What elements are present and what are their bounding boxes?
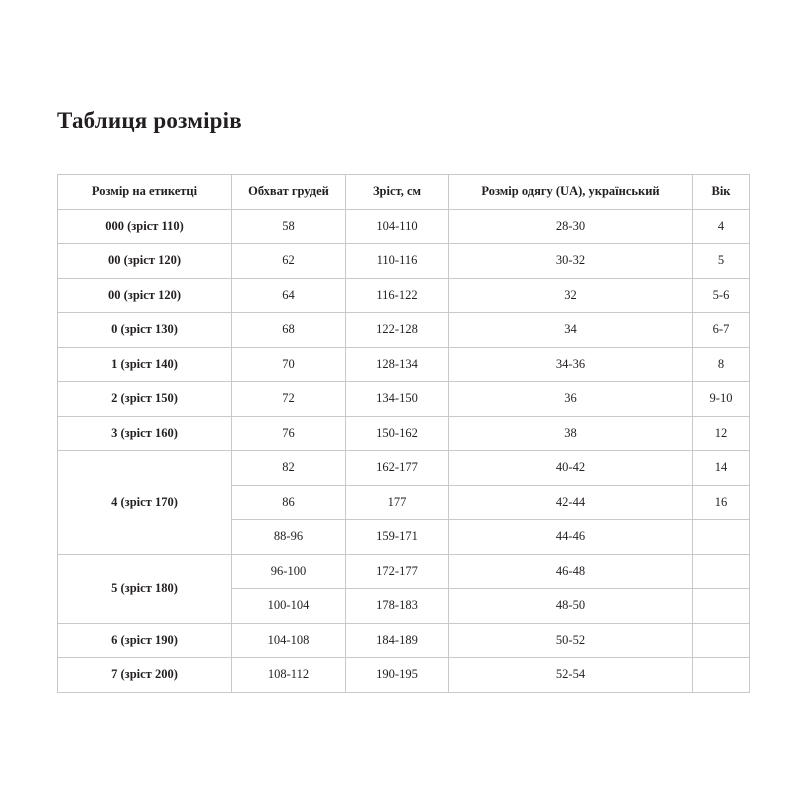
cell-age [693,589,750,624]
cell-height: 162-177 [346,451,449,486]
cell-chest: 68 [232,313,346,348]
cell-height: 177 [346,485,449,520]
table-header-row [58,175,750,210]
cell-chest: 88-96 [232,520,346,555]
cell-ua-size: 38 [449,416,693,451]
column-header-age: Вік [693,175,750,210]
size-table-container [57,174,744,693]
cell-chest: 58 [232,209,346,244]
table-row [58,244,750,279]
table-row [58,416,750,451]
cell-ua-size: 46-48 [449,554,693,589]
table-row [58,451,750,486]
table-row [58,623,750,658]
cell-height: 172-177 [346,554,449,589]
cell-ua-size: 40-42 [449,451,693,486]
cell-height: 110-116 [346,244,449,279]
cell-chest: 64 [232,278,346,313]
table-row [58,313,750,348]
cell-size-label: 1 (зріст 140) [58,347,232,382]
cell-chest: 108-112 [232,658,346,693]
cell-ua-size: 44-46 [449,520,693,555]
cell-age: 5-6 [693,278,750,313]
cell-chest: 86 [232,485,346,520]
cell-age [693,520,750,555]
column-header-ua-size: Розмір одягу (UA), український [449,175,693,210]
cell-age [693,623,750,658]
cell-ua-size: 34-36 [449,347,693,382]
column-header-height: Зріст, см [346,175,449,210]
table-body [58,209,750,692]
cell-age: 6-7 [693,313,750,348]
cell-size-label: 5 (зріст 180) [58,554,232,623]
cell-chest: 70 [232,347,346,382]
table-row [58,554,750,589]
cell-ua-size: 28-30 [449,209,693,244]
size-table [57,174,750,693]
table-row [58,347,750,382]
cell-size-label: 00 (зріст 120) [58,244,232,279]
cell-height: 190-195 [346,658,449,693]
column-header-label: Розмір на етикетці [58,175,232,210]
cell-age: 5 [693,244,750,279]
cell-ua-size: 36 [449,382,693,417]
cell-size-label: 7 (зріст 200) [58,658,232,693]
cell-chest: 100-104 [232,589,346,624]
cell-ua-size: 30-32 [449,244,693,279]
cell-height: 104-110 [346,209,449,244]
cell-height: 184-189 [346,623,449,658]
cell-chest: 96-100 [232,554,346,589]
column-header-chest: Обхват грудей [232,175,346,210]
cell-size-label: 000 (зріст 110) [58,209,232,244]
cell-age: 12 [693,416,750,451]
cell-chest: 72 [232,382,346,417]
page-title: Таблиця розмірів [57,108,242,133]
cell-height: 128-134 [346,347,449,382]
cell-height: 122-128 [346,313,449,348]
cell-age: 4 [693,209,750,244]
cell-chest: 62 [232,244,346,279]
cell-age [693,658,750,693]
cell-ua-size: 52-54 [449,658,693,693]
cell-size-label: 6 (зріст 190) [58,623,232,658]
cell-ua-size: 34 [449,313,693,348]
table-row [58,658,750,693]
cell-size-label: 0 (зріст 130) [58,313,232,348]
cell-chest: 76 [232,416,346,451]
table-row [58,382,750,417]
cell-chest: 104-108 [232,623,346,658]
table-row [58,278,750,313]
cell-height: 134-150 [346,382,449,417]
cell-size-label: 3 (зріст 160) [58,416,232,451]
cell-size-label: 4 (зріст 170) [58,451,232,555]
cell-height: 116-122 [346,278,449,313]
cell-size-label: 00 (зріст 120) [58,278,232,313]
cell-age: 16 [693,485,750,520]
cell-age: 14 [693,451,750,486]
cell-chest: 82 [232,451,346,486]
cell-height: 178-183 [346,589,449,624]
cell-size-label: 2 (зріст 150) [58,382,232,417]
cell-age [693,554,750,589]
cell-age: 9-10 [693,382,750,417]
table-header [58,175,750,210]
cell-height: 159-171 [346,520,449,555]
cell-ua-size: 32 [449,278,693,313]
cell-height: 150-162 [346,416,449,451]
cell-age: 8 [693,347,750,382]
table-row [58,209,750,244]
cell-ua-size: 48-50 [449,589,693,624]
cell-ua-size: 50-52 [449,623,693,658]
cell-ua-size: 42-44 [449,485,693,520]
